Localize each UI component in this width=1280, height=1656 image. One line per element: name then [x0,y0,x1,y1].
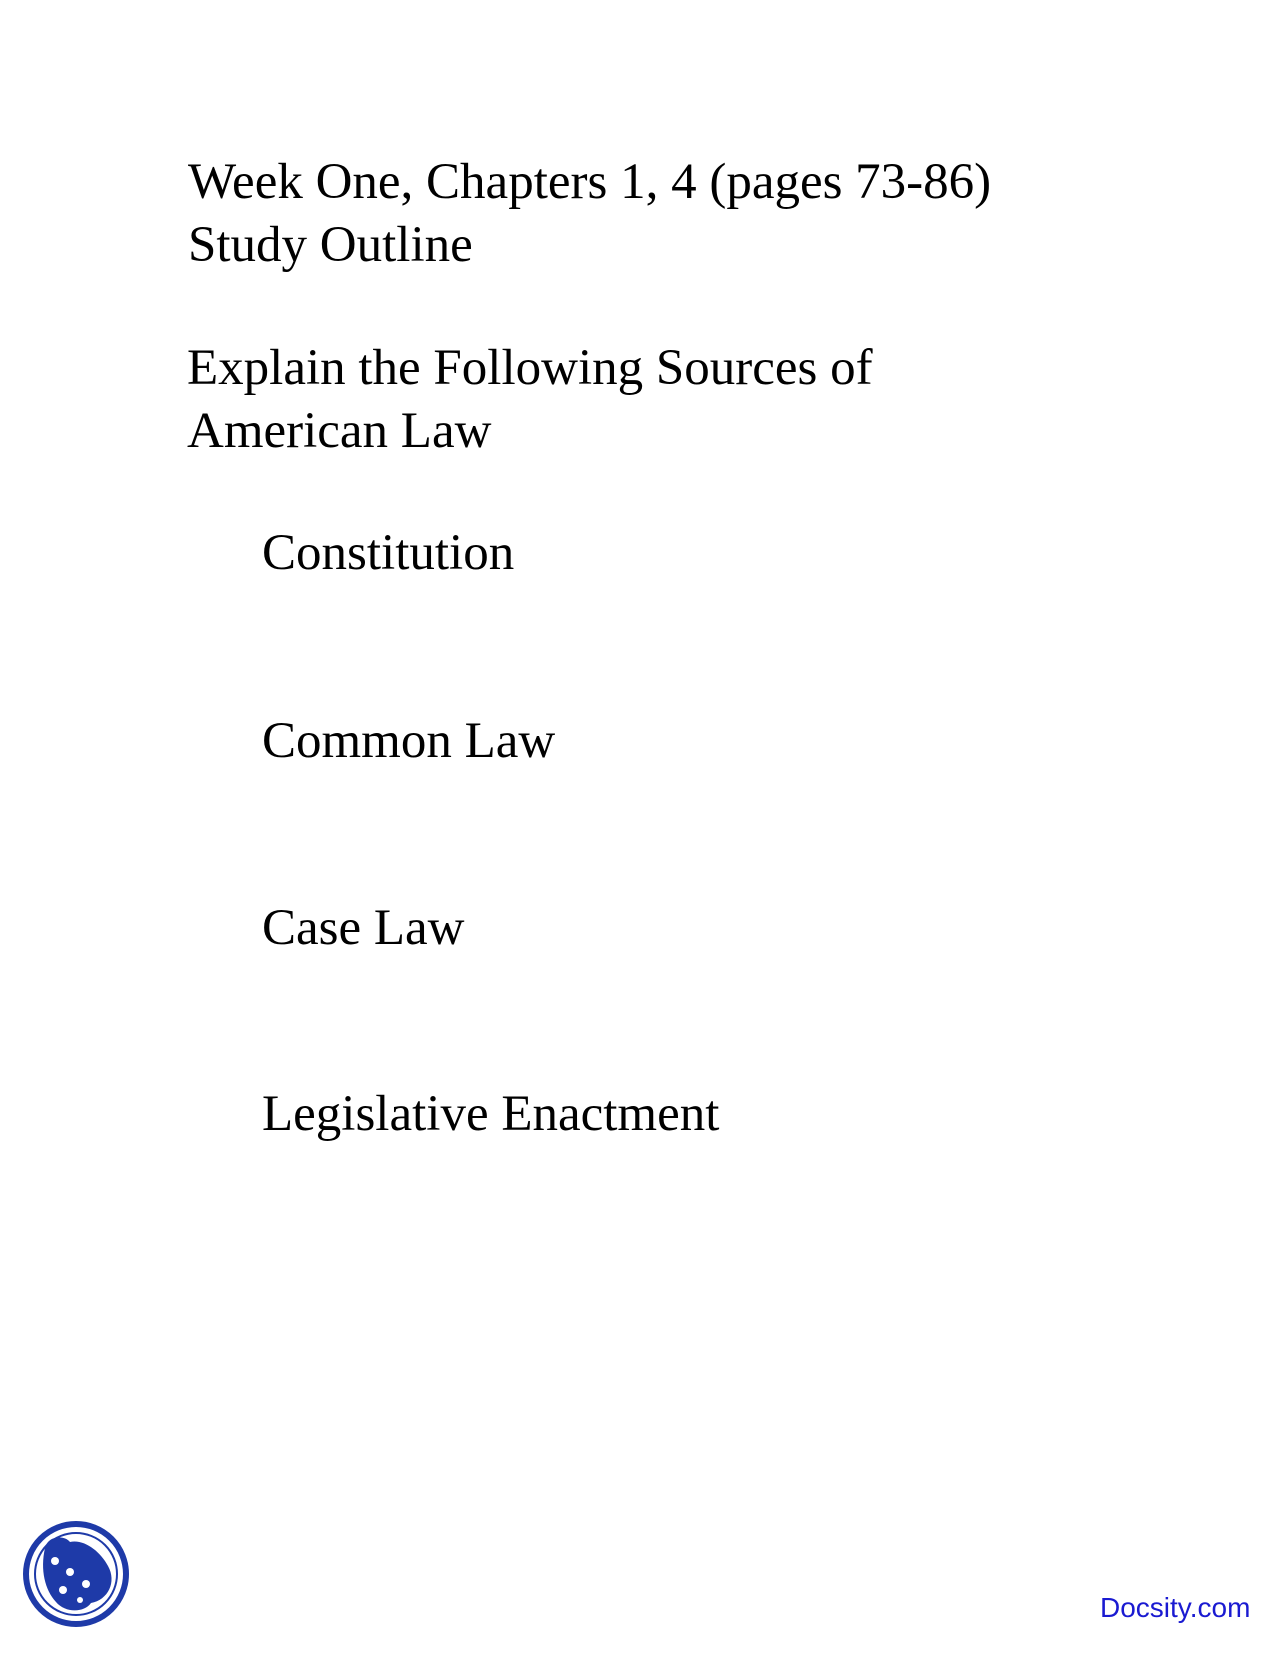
outline-item-legislative-enactment: Legislative Enactment [262,1086,720,1142]
docsity-brand-text: Docsity.com [1100,1592,1251,1623]
docsity-logo-icon [20,1518,132,1630]
document-title-line-2: Study Outline [188,217,473,273]
prompt-line-1: Explain the Following Sources of [187,340,873,396]
outline-item-case-law: Case Law [262,900,465,956]
outline-item-common-law: Common Law [262,713,556,769]
outline-item-constitution: Constitution [262,525,515,581]
document-title-line-1: Week One, Chapters 1, 4 (pages 73-86) [188,154,992,210]
prompt-line-2: American Law [187,403,492,459]
